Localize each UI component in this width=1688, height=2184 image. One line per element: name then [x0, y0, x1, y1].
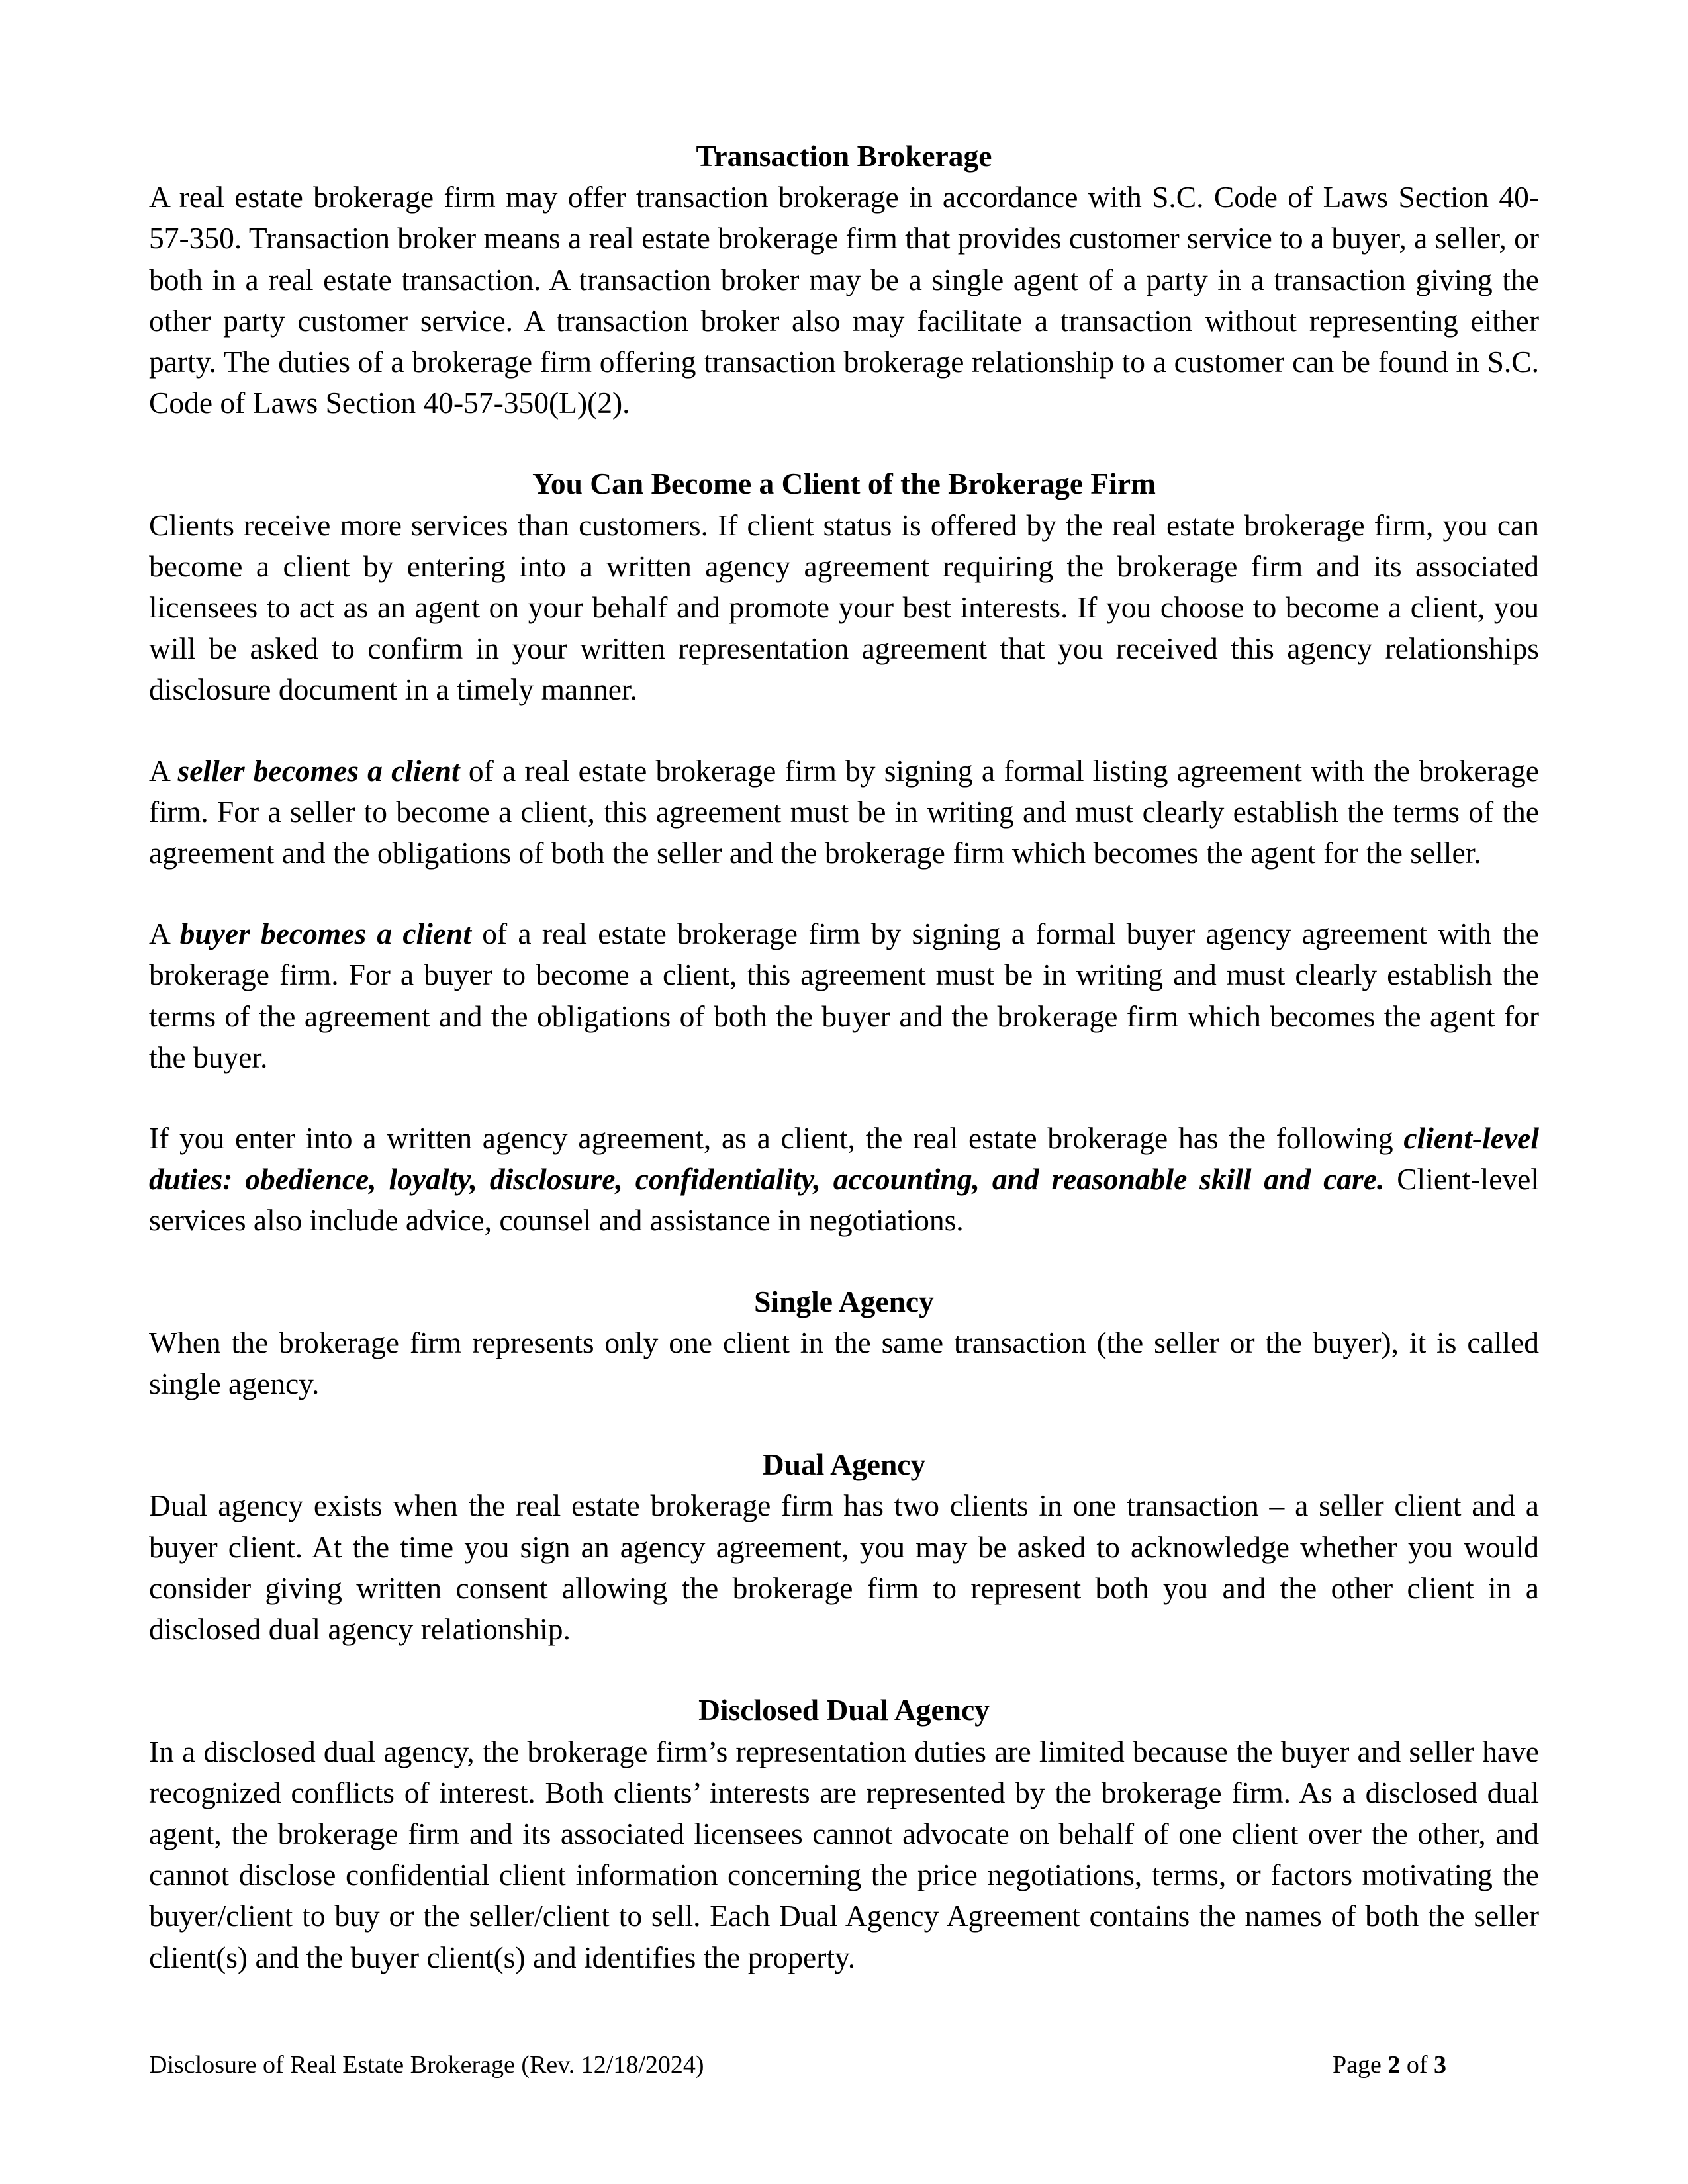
- page-mid: of: [1400, 2051, 1434, 2079]
- buyer-client-rest: of a real estate brokerage firm by signing a formal buyer agency agreement with the brokerage firm. For a buyer to become a client, this agreement must be in writing and must clearly establish the terms of the agreement and the obligations of both the buyer and the brokerage firm which becomes the agent for the buyer.: [149, 917, 1539, 1074]
- page-current: 2: [1387, 2051, 1401, 2079]
- paragraph-dual-agency: Dual agency exists when the real estate brokerage firm has two clients in one transaction – a seller client and a buyer client. At the time you sign an agency agreement, you may be asked to acknowledge whether you would consider giving written consent allowing the brokerage firm to represent both you and the other client in a disclosed dual agency relationship.: [149, 1488, 1539, 1647]
- seller-client-lead: A: [149, 753, 178, 788]
- paragraph-single-agency: When the brokerage firm represents only one client in the same transaction (the seller or the buyer), it is called single agency.: [149, 1325, 1539, 1401]
- paragraph-transaction-brokerage: A real estate brokerage firm may offer transaction brokerage in accordance with S.C. Code of Laws Section 40- 57-350. Transaction broker means a real estate brokerage firm that provides customer service to a buyer, a seller, or both in a real estate transaction. A transaction broker may be a single agent of a party in a transaction giving the other party customer service. A transaction broker also may facilitate a transaction without representing either party. The duties of a brokerage firm offering transaction brokerage relationship to a customer can be found in S.C. Code of Laws Section 40-57-350(L)(2).: [149, 180, 1539, 420]
- page-footer: [149, 2048, 1446, 2081]
- footer-page-number: [1333, 2048, 1446, 2081]
- client-duties-lead: If you enter into a written agency agreement, as a client, the real estate brokerage has the following: [149, 1121, 1404, 1156]
- client-duties-rest: Client-level services also include advice, counsel and assistance in negotiations.: [149, 1162, 1539, 1238]
- seller-client-rest: of a real estate brokerage firm by signing a formal listing agreement with the brokerage firm. For a seller to become a client, this agreement must be in writing and must clearly establish the terms of the agreement and the obligations of both the seller and the brokerage firm which becomes the agent for the seller.: [149, 753, 1539, 870]
- buyer-client-emphasis: buyer becomes a client: [179, 917, 472, 951]
- paragraph-disclosed-dual-agency: In a disclosed dual agency, the brokerage firm’s representation duties are limited because the buyer and seller have recognized conflicts of interest. Both clients’ interests are represented by the brokerage firm. As a disclosed dual agent, the brokerage firm and its associated licensees cannot advocate on behalf of one client over the other, and cannot disclose confidential client information concerning the price negotiations, terms, or factors motivating the buyer/client to buy or the seller/client to sell. Each Dual Agency Agreement contains the names of both the seller client(s) and the buyer client(s) and identifies the property.: [149, 1734, 1539, 1974]
- page-total: 3: [1434, 2051, 1446, 2079]
- document-page: [149, 136, 1539, 1978]
- seller-client-emphasis: seller becomes a client: [177, 753, 460, 788]
- section-heading-become-client: You Can Become a Client of the Brokerage Firm: [532, 467, 1156, 501]
- client-duties-emphasis: client-level duties: obedience, loyalty, disclosure, confidentiality, accounting, and reasonable skill and care.: [149, 1121, 1539, 1197]
- section-heading-dual-agency: Dual Agency: [762, 1447, 926, 1482]
- section-heading-disclosed-dual-agency: Disclosed Dual Agency: [698, 1693, 990, 1727]
- paragraph-client-duties: [149, 1118, 1539, 1242]
- paragraph-become-client: Clients receive more services than customers. If client status is offered by the real estate brokerage firm, you can become a client by entering into a written agency agreement requiring the brokerage firm and its associated licensees to act as an agent on your behalf and promote your best interests. If you choose to become a client, you will be asked to confirm in your written representation agreement that you received this agency relationships disclosure document in a timely manner.: [149, 508, 1539, 707]
- footer-form-title: Disclosure of Real Estate Brokerage (Rev. 12/18/2024): [149, 2051, 704, 2079]
- paragraph-buyer-client: [149, 913, 1539, 1078]
- page-prefix: Page: [1332, 2051, 1388, 2079]
- section-heading-single-agency: Single Agency: [754, 1284, 934, 1318]
- buyer-client-lead: A: [149, 917, 180, 951]
- section-heading-transaction-brokerage: Transaction Brokerage: [696, 139, 992, 173]
- paragraph-seller-client: [149, 751, 1539, 874]
